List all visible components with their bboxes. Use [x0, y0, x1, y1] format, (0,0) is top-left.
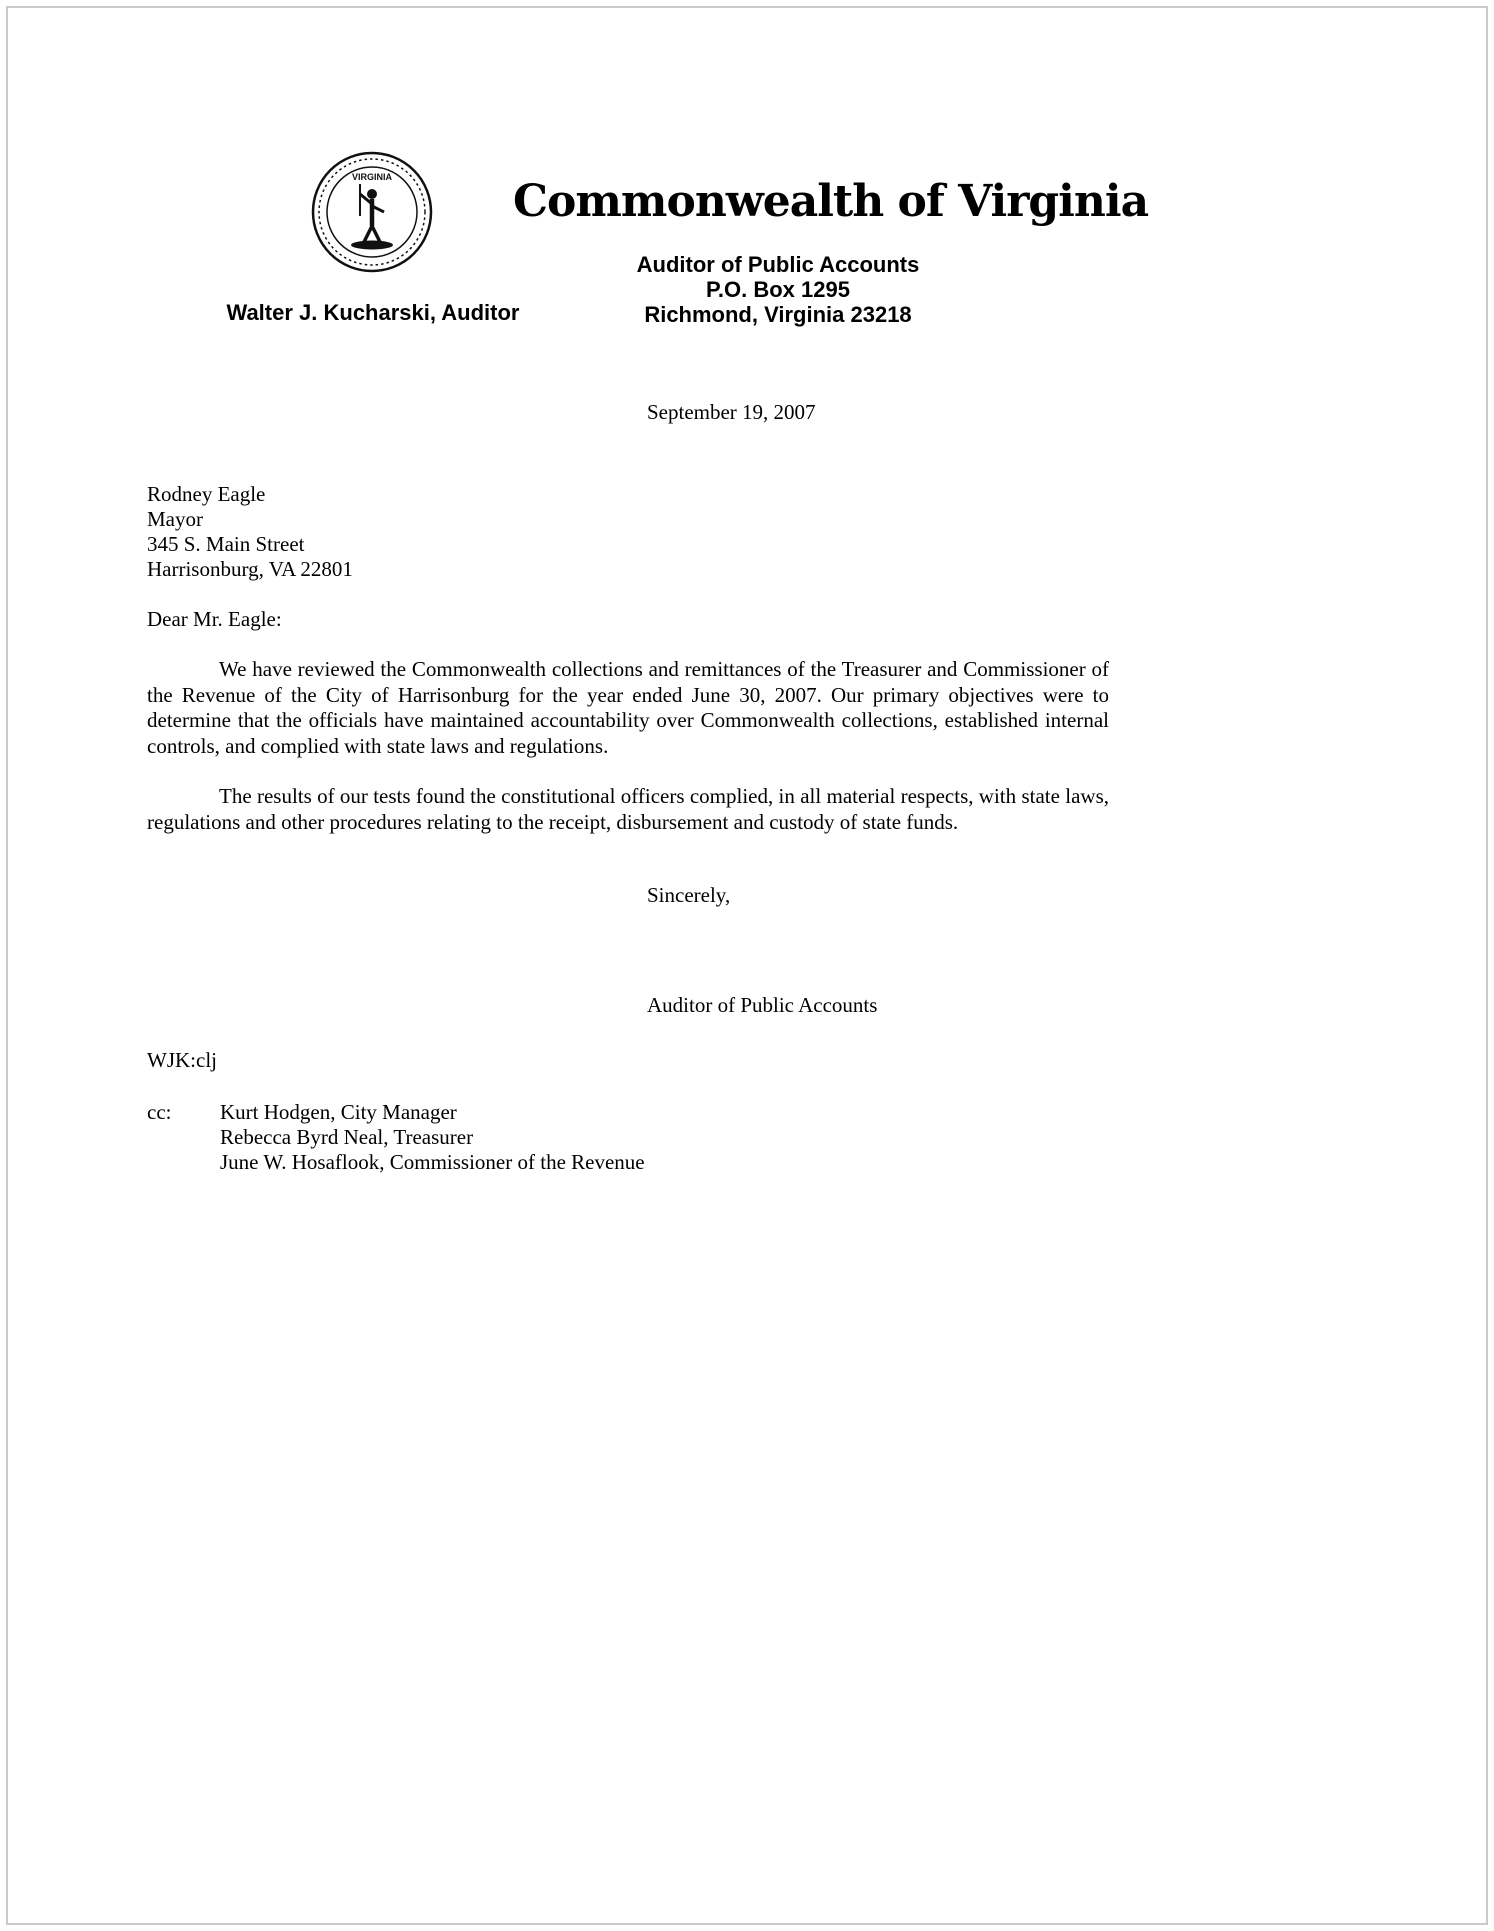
closing-sincerely: Sincerely,	[647, 883, 731, 907]
recipient-street: 345 S. Main Street	[147, 532, 305, 556]
body-paragraph-1: We have reviewed the Commonwealth collections and remittances of the Treasurer and Commissioner of the Revenue of the City of Harrisonburg for the year ended June 30, 2007. Our primary objectives were to determine that the officials have maintained accountability over Commonwealth collections, established internal controls, and complied with state laws and regulations.	[147, 657, 1109, 758]
cc-names	[220, 1100, 645, 1175]
cc-block	[147, 1100, 1109, 1175]
letterhead-title: Commonwealth of Virginia	[513, 176, 1149, 227]
office-line-3: Richmond, Virginia 23218	[644, 302, 912, 327]
recipient-address	[147, 482, 1109, 582]
cc-name-1: Kurt Hodgen, City Manager	[220, 1100, 457, 1124]
cc-label: cc:	[147, 1100, 172, 1124]
signature-title: Auditor of Public Accounts	[647, 993, 878, 1017]
office-line-2: P.O. Box 1295	[706, 277, 850, 302]
body-paragraph-2: The results of our tests found the constitutional officers complied, in all material respects, with state laws, regulations and other procedures relating to the receipt, disbursement and custody of state funds.	[147, 784, 1109, 834]
cc-name-3: June W. Hosaflook, Commissioner of the Revenue	[220, 1150, 645, 1174]
letter-page	[6, 6, 1488, 1925]
auditor-name: Walter J. Kucharski, Auditor	[226, 300, 520, 325]
office-line-1: Auditor of Public Accounts	[636, 252, 920, 277]
recipient-title: Mayor	[147, 507, 203, 531]
reference-initials: WJK:clj	[147, 1048, 217, 1072]
recipient-name: Rodney Eagle	[147, 482, 266, 506]
seal-text: VIRGINIA	[351, 172, 393, 182]
letter-content	[147, 8, 1149, 1175]
recipient-city: Harrisonburg, VA 22801	[147, 557, 353, 581]
cc-name-2: Rebecca Byrd Neal, Treasurer	[220, 1125, 474, 1149]
salutation: Dear Mr. Eagle:	[147, 607, 282, 631]
letter-date: September 19, 2007	[647, 400, 816, 424]
